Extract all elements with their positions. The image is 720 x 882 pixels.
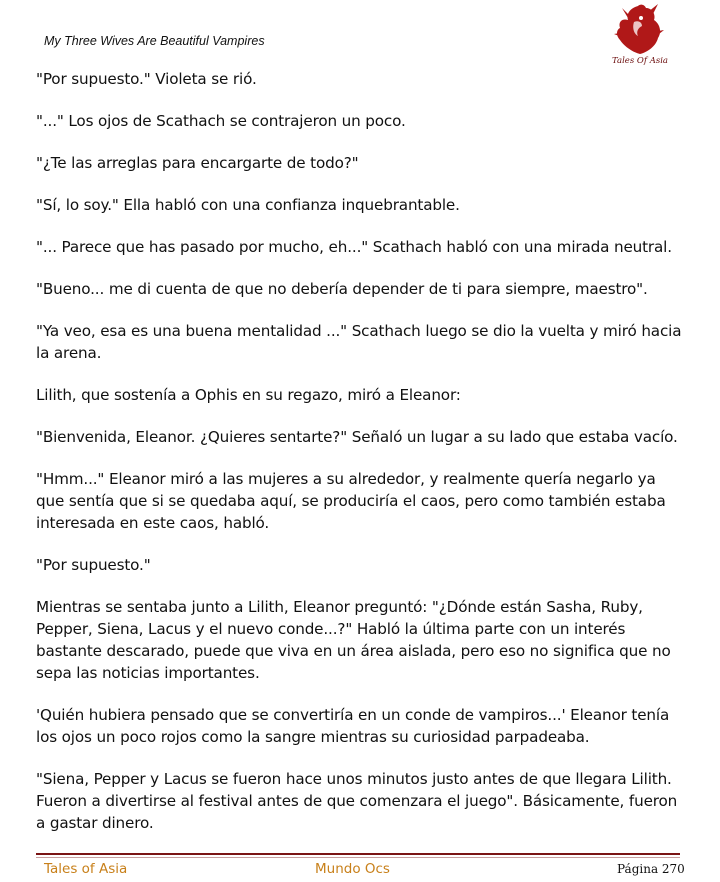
chapter-body	[36, 68, 686, 854]
paragraph: Mientras se sentaba junto a Lilith, Eleanor preguntó: "¿Dónde están Sasha, Ruby, Pepper, Siena, Lacus y el nuevo conde...?" Habló la última parte con un interés bastante descarado, puede que viva en un área aislada, pero eso no significa que no sepa las noticias importantes.	[36, 598, 671, 682]
paragraph: "Hmm..." Eleanor miró a las mujeres a su alrededor, y realmente quería negarlo ya que sentía que si se quedaba aquí, se produciría el caos, pero como también estaba interesada en este caos, habló.	[36, 470, 666, 532]
paragraph: "..." Los ojos de Scathach se contrajeron un poco.	[36, 112, 406, 130]
page-number: Página 270	[617, 862, 685, 876]
footer-divider-secondary	[36, 857, 680, 858]
paragraph: 'Quién hubiera pensado que se convertiría en un conde de vampiros...' Eleanor tenía los ojos un poco rojos como la sangre mientras su curiosidad parpadeaba.	[36, 706, 670, 746]
paragraph: "Sí, lo soy." Ella habló con una confianza inquebrantable.	[36, 196, 460, 214]
paragraph: "Bueno... me di cuenta de que no debería depender de ti para siempre, maestro".	[36, 280, 648, 298]
paragraph: Lilith, que sostenía a Ophis en su regazo, miró a Eleanor:	[36, 386, 461, 404]
paragraph: "Ya veo, esa es una buena mentalidad ..." Scathach luego se dio la vuelta y miró hacia la arena.	[36, 322, 682, 362]
footer-group-name: Mundo Ocs	[315, 861, 390, 877]
paragraph: "Bienvenida, Eleanor. ¿Quieres sentarte?" Señaló un lugar a su lado que estaba vacío.	[36, 428, 678, 446]
page-header-title: My Three Wives Are Beautiful Vampires	[44, 34, 265, 48]
paragraph: "Por supuesto."	[36, 556, 151, 574]
footer-site-name: Tales of Asia	[44, 861, 128, 877]
paragraph: "¿Te las arreglas para encargarte de todo?"	[36, 154, 359, 172]
logo-caption: Tales Of Asia	[612, 56, 668, 66]
paragraph: "Siena, Pepper y Lacus se fueron hace unos minutos justo antes de que llegara Lilith. Fueron a divertirse al festival antes de que comenzara el juego". Básicamente, fueron a gastar dinero.	[36, 770, 678, 832]
paragraph: "Por supuesto." Violeta se rió.	[36, 70, 257, 88]
footer-divider	[36, 853, 680, 855]
paragraph: "... Parece que has pasado por mucho, eh..." Scathach habló con una mirada neutral.	[36, 238, 672, 256]
